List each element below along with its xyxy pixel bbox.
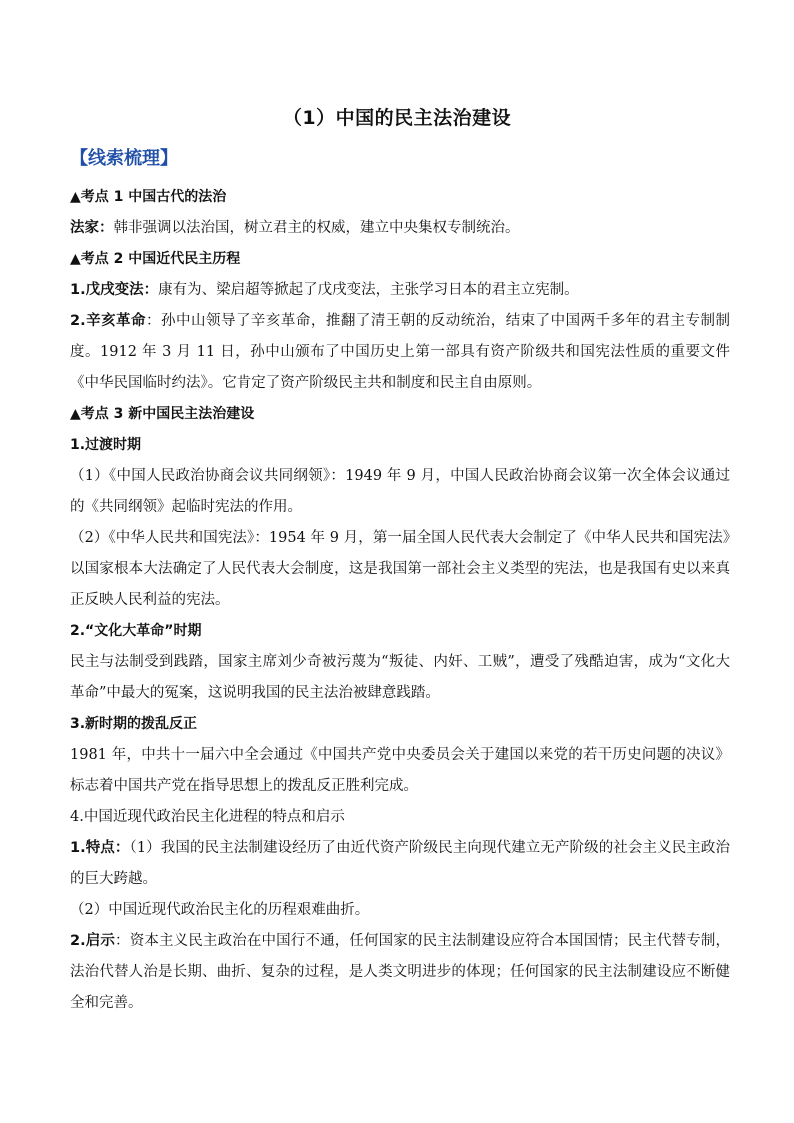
section-header: 【线索梳理】 <box>70 148 178 169</box>
fajia-paragraph <box>70 213 730 244</box>
document-body <box>70 146 730 1019</box>
features-heading: 4.中国近现代政治民主化进程的特点和启示 <box>70 809 345 825</box>
features-text: （1）我国的民主法制建设经历了由近代资产阶级民主向现代建立无产阶级的社会主义民主政治的巨大跨越。 <box>70 840 730 887</box>
kaodian-2-title: ▲考点 2 中国近代民主历程 <box>70 251 241 267</box>
new-period-text: 1981 年，中共十一届六中全会通过《中国共产党中央委员会关于建国以来党的若干历史问题的决议》标志着中国共产党在指导思想上的拨乱反正胜利完成。 <box>70 747 730 794</box>
cultural-revolution-text: 民主与法制受到践踏，国家主席刘少奇被污蔑为“叛徒、内奸、工贼”，遭受了残酷迫害，成为“文化大革命”中最大的冤案，这说明我国的民主法治被肆意践踏。 <box>70 654 730 701</box>
xinhai-label: 2.辛亥革命 <box>70 313 147 329</box>
features-item-2: （2）中国近现代政治民主化的历程艰难曲折。 <box>70 902 370 918</box>
features-paragraph <box>70 833 730 895</box>
inspiration-paragraph <box>70 926 730 1019</box>
wuxu-text: 康有为、梁启超等掀起了戊戌变法，主张学习日本的君主立宪制。 <box>158 282 579 298</box>
fajia-text: 韩非强调以法治国，树立君主的权威，建立中央集权专制统治。 <box>113 220 520 236</box>
constitution-item: （2）《中华人民共和国宪法》：1954 年 9 月，第一届全国人民代表大会制定了《中华人民共和国宪法》以国家根本大法确定了人民代表大会制度，这是我国第一部社会主义类型的宪法，也是我国有史以来真正反映人民利益的宪法。 <box>70 530 730 608</box>
cultural-revolution-title: 2.“文化大革命”时期 <box>70 623 202 639</box>
common-program-item: （1）《中国人民政治协商会议共同纲领》：1949 年 9 月，中国人民政治协商会议第一次全体会议通过的《共同纲领》起临时宪法的作用。 <box>70 468 730 515</box>
transition-period-title: 1.过渡时期 <box>70 437 142 453</box>
fajia-label: 法家： <box>70 220 114 236</box>
wuxu-label: 1.戊戌变法： <box>70 282 159 298</box>
new-period-title: 3.新时期的拨乱反正 <box>70 716 198 732</box>
kaodian-3-title: ▲考点 3 新中国民主法治建设 <box>70 406 255 422</box>
wuxu-paragraph <box>70 275 730 306</box>
features-label: 1.特点： <box>70 840 130 856</box>
inspiration-text: ：资本主义民主政治在中国行不通，任何国家的民主法制建设应符合本国国情；民主代替专制，法治代替人治是长期、曲折、复杂的过程，是人类文明进步的体现；任何国家的民主法制建设应不断健全和完善。 <box>70 933 730 1011</box>
kaodian-1-title: ▲考点 1 中国古代的法治 <box>70 189 227 205</box>
xinhai-paragraph <box>70 306 730 399</box>
page-title: （1）中国的民主法治建设 <box>282 107 512 129</box>
xinhai-text: ：孙中山领导了辛亥革命，推翻了清王朝的反动统治，结束了中国两千多年的君主专制制度。1912 年 3 月 11 日，孙中山颁布了中国历史上第一部具有资产阶级共和国宪法性质的重要文件《中华民国临时约法》。它肯定了资产阶级民主共和制度和民主自由原则。 <box>70 313 730 391</box>
inspiration-label: 2.启示 <box>70 933 116 949</box>
